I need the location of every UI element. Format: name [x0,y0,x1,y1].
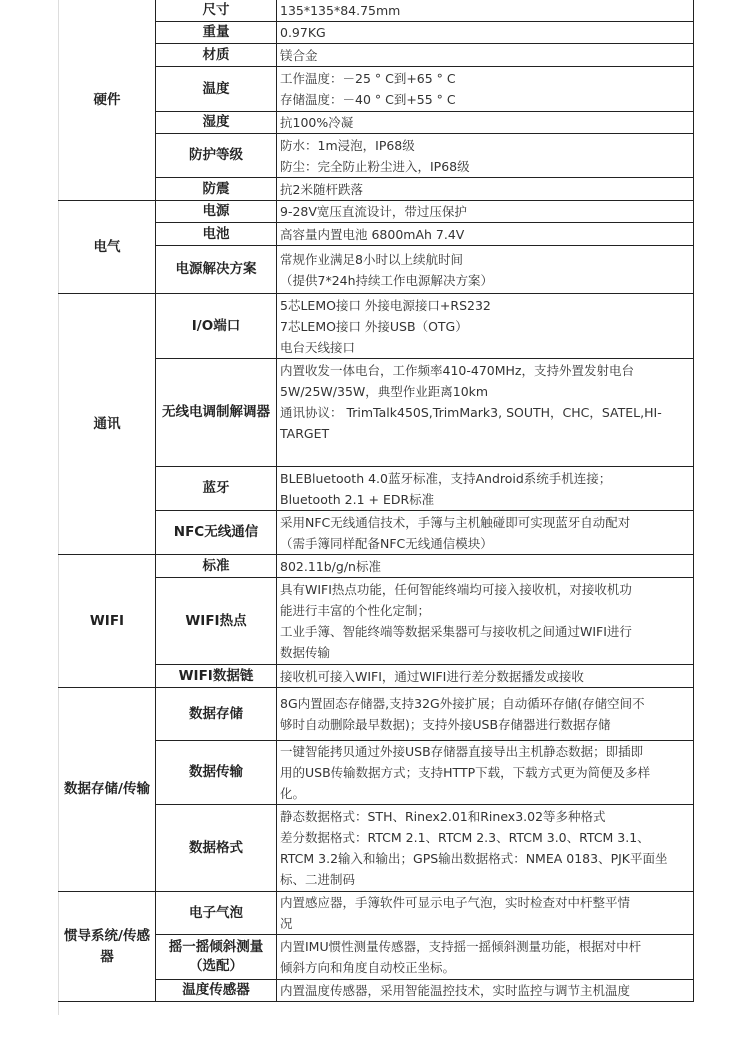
category-cell: 通讯 [59,294,156,555]
spec-label: 摇一摇倾斜测量（选配） [156,935,277,980]
spec-value-line: 接收机可接入WIFI，通过WIFI进行差分数据播发或接收 [280,668,584,684]
spec-value [277,688,694,741]
spec-value [277,294,694,359]
spec-label: 电源 [156,201,277,223]
spec-value [277,44,694,67]
spec-value-line: 电台天线接口 [280,339,356,355]
spec-value-line: 内置IMU惯性测量传感器，支持摇一摇倾斜测量功能，根据对中杆 [280,939,642,954]
spec-row [59,555,694,578]
spec-value-line: 5W/25W/35W，典型作业距离10km [280,384,489,399]
spec-label: 防护等级 [156,134,277,178]
spec-value-line: 采用NFC无线通信技术，手簿与主机触碰即可实现蓝牙自动配对 [280,514,631,530]
spec-value-line: 存储温度：－40 ° C到+55 ° C [280,92,456,107]
spec-label: 湿度 [156,112,277,134]
spec-label: 数据格式 [156,805,277,892]
spec-value-line: 差分数据格式：RTCM 2.1、RTCM 2.3、RTCM 3.0、RTCM 3.1、 [280,830,650,845]
spec-value [277,741,694,805]
category-cell: WIFI [59,555,156,688]
category-cell: 电气 [59,201,156,294]
spec-row [59,892,694,935]
spec-value-line: 够时自动删除最早数据)；支持外接USB存储器进行数据存储 [280,717,611,732]
spec-label: WIFI数据链 [156,665,277,688]
spec-label: WIFI热点 [156,578,277,665]
category-cell: 惯导系统/传感器 [59,892,156,1002]
spec-value-line: TARGET [280,426,330,441]
spec-value [277,511,694,555]
spec-value [277,112,694,134]
spec-value [277,0,694,22]
spec-value-line: 7芯LEMO接口 外接USB（OTG） [280,318,468,334]
spec-label: 温度 [156,67,277,112]
spec-value-line: Bluetooth 2.1 + EDR标准 [280,491,435,507]
spec-value [277,223,694,246]
spec-value-line: （提供7*24h持续工作电源解决方案） [280,272,494,288]
spec-table [58,0,694,1002]
spec-value [277,892,694,935]
spec-value-line: 一键智能拷贝通过外接USB存储器直接导出主机静态数据；即插即 [280,744,644,759]
spec-label: 材质 [156,44,277,67]
spec-value-line: 工业手簿、智能终端等数据采集器可与接收机之间通过WIFI进行 [280,624,632,639]
spec-label: 无线电调制解调器 [156,359,277,467]
spec-value-line: 802.11b/g/n标准 [280,558,381,574]
spec-label: 重量 [156,22,277,44]
spec-value-line: 具有WIFI热点功能，任何智能终端均可接入接收机，对接收机功 [280,582,632,597]
spec-label: I/O端口 [156,294,277,359]
spec-value-line: 用的USB传输数据方式；支持HTTP下载，下载方式更为简便及多样 [280,765,651,780]
spec-value-line: 0.97KG [280,25,326,40]
spec-value [277,935,694,980]
spec-label: 电源解决方案 [156,246,277,294]
spec-value [277,246,694,294]
spec-value-line: 高容量内置电池 6800mAh 7.4V [280,226,465,242]
category-cell: 硬件 [59,0,156,201]
spec-value-line [280,444,690,465]
spec-label: 电子气泡 [156,892,277,935]
spec-value-line: RTCM 3.2输入和输出；GPS输出数据格式：NMEA 0183、PJK平面坐 [280,851,668,866]
spec-value-line: 防水：1m浸泡，IP68级 [280,137,415,153]
spec-value-line: 5芯LEMO接口 外接电源接口+RS232 [280,297,491,313]
spec-value [277,555,694,578]
spec-label: 温度传感器 [156,980,277,1002]
spec-value [277,201,694,223]
spec-label: 防震 [156,178,277,201]
spec-row [59,201,694,223]
spec-label: 蓝牙 [156,467,277,511]
spec-value-line: 内置收发一体电台，工作频率410-470MHz，支持外置发射电台 [280,363,634,378]
spec-value-line: 倾斜方向和角度自动校正坐标。 [280,960,456,975]
spec-value-line: 化。 [280,786,306,801]
spec-value [277,665,694,688]
spec-value-line: 况 [280,916,293,931]
spec-value-line: 数据传输 [280,645,331,660]
spec-value [277,359,694,467]
spec-value-line: 抗2米随杆跌落 [280,181,363,197]
spec-value-line: 工作温度：－25 ° C到+65 ° C [280,71,456,86]
spec-value-line: （需手簿同样配备NFC无线通信模块） [280,535,493,551]
spec-value [277,980,694,1002]
spec-value [277,178,694,201]
spec-label: NFC无线通信 [156,511,277,555]
spec-value-line: 常规作业满足8小时以上续航时间 [280,251,463,267]
spec-value-line: 内置感应器，手簿软件可显示电子气泡，实时检查对中杆整平情 [280,895,631,910]
spec-value-line: 抗100%冷凝 [280,115,354,130]
spec-row [59,0,694,22]
spec-label: 标准 [156,555,277,578]
spec-row [59,688,694,741]
spec-value [277,22,694,44]
spec-label: 数据存储 [156,688,277,741]
spec-value-line: 9-28V宽压直流设计，带过压保护 [280,204,467,219]
spec-value-line: 8G内置固态存储器,支持32G外接扩展；自动循环存储(存储空间不 [280,696,645,711]
spec-value-line: 防尘：完全防止粉尘进入，IP68级 [280,158,470,174]
spec-value-line: 标、二进制码 [280,872,356,887]
spec-value-line: BLEBluetooth 4.0蓝牙标准，支持Android系统手机连接； [280,470,612,486]
spec-row [59,294,694,359]
spec-label: 电池 [156,223,277,246]
spec-value-line: 静态数据格式：STH、Rinex2.01和Rinex3.02等多种格式 [280,809,606,824]
spec-value-line: 135*135*84.75mm [280,3,401,18]
spec-label: 数据传输 [156,741,277,805]
spec-value-line: 内置温度传感器，采用智能温控技术，实时监控与调节主机温度 [280,983,631,998]
spec-value-line: 镁合金 [280,47,318,63]
spec-value [277,467,694,511]
spec-value-line: 通讯协议： TrimTalk450S,TrimMark3, SOUTH，CHC，SATEL,HI- [280,405,662,420]
spec-value [277,67,694,112]
spec-label: 尺寸 [156,0,277,22]
spec-value [277,578,694,665]
spec-value [277,134,694,178]
spec-value [277,805,694,892]
category-cell: 数据存储/传输 [59,688,156,892]
spec-value-line: 能进行丰富的个性化定制； [280,603,431,618]
